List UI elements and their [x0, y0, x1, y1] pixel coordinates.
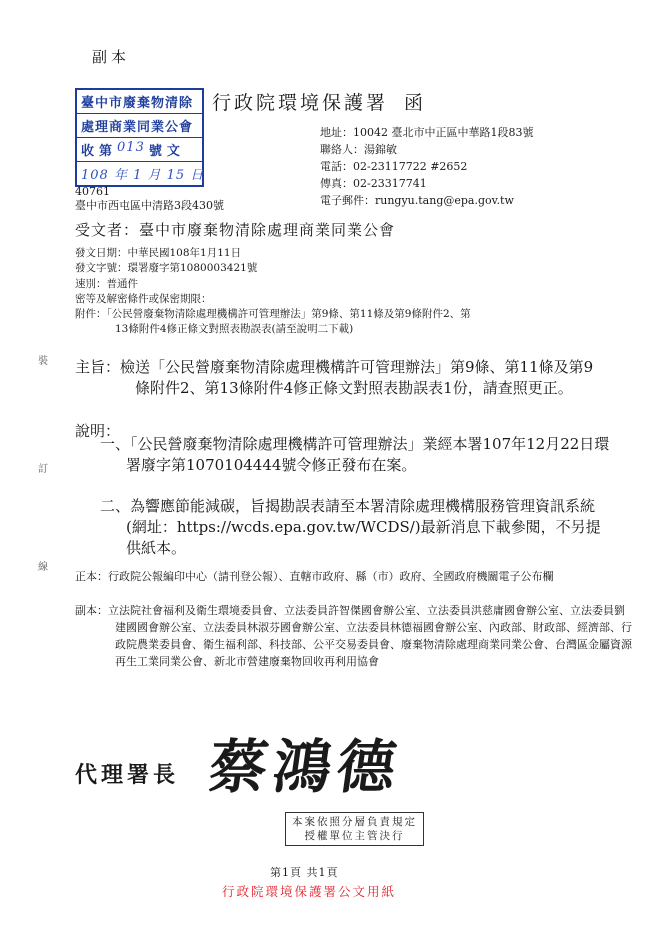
explanation-label: 說明：	[75, 422, 121, 440]
doc-meta	[75, 246, 575, 338]
issue-number: 發文字號：環署廢字第1080003421號	[75, 262, 258, 275]
signature: 蔡鴻德	[204, 733, 407, 801]
stamp-recv-hao: 號	[148, 144, 163, 159]
binding-mark-3: 線	[38, 562, 48, 573]
postal-address: 臺中市西屯區中清路3段430號	[75, 199, 224, 212]
footer-paper-mark: 行政院環境保護署公文用紙	[222, 884, 397, 899]
stamp-date: 108 年 1 月 15 日	[81, 168, 205, 183]
contact-block	[320, 124, 533, 209]
explanation-item-2: 二、為響應節能減碳，旨揭勘誤表請至本署清除處理機構服務管理資訊系統(網址：https://wcds.epa.gov.tw/WCDS/)最新消息下載參閱，不另提供紙本。	[100, 497, 601, 557]
agency-name: 行政院環境保護署	[212, 92, 389, 114]
recipient: 受文者：臺中市廢棄物清除處理商業同業公會	[75, 221, 396, 239]
contact-person: 聯絡人：湯錦敏	[320, 143, 397, 156]
contact-email: 電子郵件：rungyu.tang@epa.gov.tw	[320, 194, 514, 207]
doc-type: 函	[404, 92, 427, 114]
page-number: 第1頁 共1頁	[270, 866, 339, 879]
authorization-line-1: 本案依照分層負責規定	[292, 816, 417, 828]
received-stamp	[75, 88, 204, 187]
copy-mark: 副本	[92, 48, 131, 66]
stamp-line-2: 處理商業同業公會	[77, 114, 202, 138]
stamp-recv-number: 013	[117, 140, 145, 155]
distribution-copy: 副本：立法院社會福利及衛生環境委員會、立法委員許智傑國會辦公室、立法委員洪慈庸國會辦公室、立法委員劉建國國會辦公室、立法委員林淑芬國會辦公室、立法委員林德福國會辦公室、內政部、財政部、經濟部、行政院農業委員會、衛生福利部、科技部、公平交易委員會、廢棄物清除處理商業同業公會、台灣區金屬資源再生工業同業公會、新北市營建廢棄物回收再利用協會	[75, 604, 632, 668]
stamp-recv-ji: 第	[99, 144, 114, 159]
stamp-line-1: 臺中市廢棄物清除	[77, 90, 202, 114]
postal-block	[75, 185, 224, 213]
subject	[75, 357, 595, 399]
issue-date: 發文日期：中華民國108年1月11日	[75, 247, 242, 259]
subject-text: 主旨：檢送「公民營廢棄物清除處理機構許可管理辦法」第9條、第11條及第9條附件2、第13條附件4修正條文對照表勘誤表1份，請查照更正。	[75, 358, 594, 397]
secrecy: 密等及解密條件或保密期限：	[75, 292, 212, 305]
attachment-line-1: 附件：「公民營廢棄物清除處理機構許可管理辦法」第9條、第11條及第9條附件2、第	[75, 308, 471, 321]
authorization-stamp	[285, 812, 424, 846]
attachment-line-2: 13條附件4修正條文對照表勘誤表(請至說明二下載)	[115, 323, 354, 336]
contact-fax: 傳真：02-23317741	[320, 177, 427, 190]
stamp-recv-label: 收	[81, 144, 96, 159]
speed: 速別：普通件	[75, 277, 138, 290]
explanation-item-1: 一、「公民營廢棄物清除處理機構許可管理辦法」業經本署107年12月22日環署廢字第1070104444號令修正發布在案。	[100, 435, 610, 474]
contact-address: 地址：10042 臺北市中正區中華路1段83號	[320, 126, 534, 139]
contact-phone: 電話：02-23117722 #2652	[320, 160, 468, 173]
binding-mark-2: 訂	[38, 464, 48, 475]
stamp-recv-wen: 文	[166, 144, 181, 159]
signer-title: 代理署長	[75, 762, 180, 788]
authorization-line-2: 授權單位主管決行	[304, 830, 405, 842]
distribution-main: 正本：行政院公報編印中心（請刊登公報）、直轄市政府、縣（市）政府、全國政府機關電子公布欄	[75, 570, 554, 583]
binding-mark-1: 裝	[38, 356, 48, 367]
stamp-receipt-row	[77, 138, 202, 162]
agency-title	[212, 88, 426, 115]
postal-code: 40761	[75, 185, 110, 198]
